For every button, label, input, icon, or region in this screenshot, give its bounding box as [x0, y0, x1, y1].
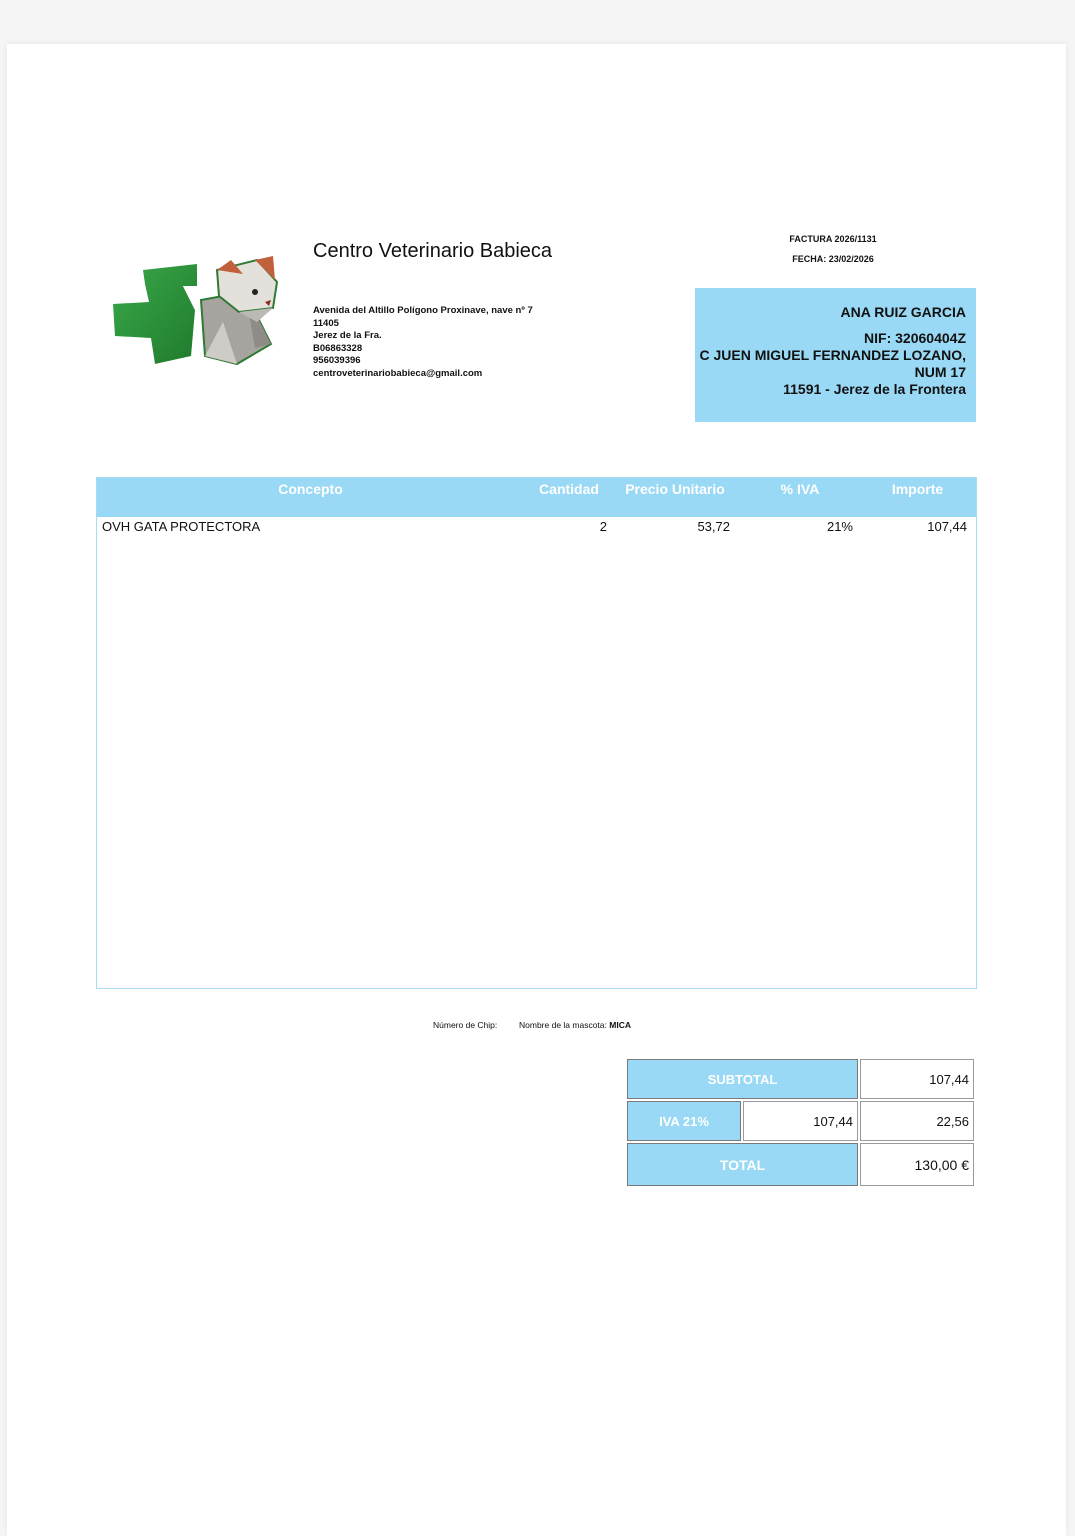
- header-importe: Importe: [891, 481, 944, 497]
- row-importe: 107,44: [927, 519, 967, 534]
- row-iva: 21%: [826, 519, 853, 534]
- company-details: [313, 305, 533, 380]
- client-city: 11591 - Jerez de la Frontera: [783, 381, 966, 397]
- client-name: ANA RUIZ GARCIA: [840, 304, 966, 320]
- pet-name-line: [519, 1020, 631, 1030]
- subtotal-label: SUBTOTAL: [627, 1059, 858, 1099]
- company-city: Jerez de la Fra.: [313, 330, 382, 341]
- iva-base: 107,44: [743, 1101, 858, 1141]
- iva-value: 22,56: [860, 1101, 974, 1141]
- company-phone: 956039396: [313, 355, 361, 366]
- row-precio: 53,72: [697, 519, 730, 534]
- invoice-date: FECHA: 23/02/2026: [792, 254, 874, 264]
- invoice-number: FACTURA 2026/1131: [789, 234, 877, 244]
- company-name: Centro Veterinario Babieca: [313, 240, 553, 262]
- company-email: centroveterinariobabieca@gmail.com: [313, 367, 483, 379]
- row-concepto: OVH GATA PROTECTORA: [102, 519, 261, 534]
- client-nif: NIF: 32060404Z: [864, 330, 966, 346]
- row-cantidad: 2: [599, 519, 607, 534]
- company-address: Avenida del Altillo Polígono Proxinave, nave nº 7: [313, 305, 533, 316]
- client-address-line1: C JUEN MIGUEL FERNANDEZ LOZANO,: [699, 347, 966, 363]
- company-postcode: 11405: [313, 317, 339, 329]
- company-cif: B06863328: [313, 342, 363, 354]
- client-address-line2: NUM 17: [914, 364, 966, 380]
- items-table: [96, 477, 977, 989]
- total-label: TOTAL: [627, 1143, 858, 1186]
- iva-label: IVA 21%: [627, 1101, 741, 1141]
- total-value: 130,00 €: [860, 1143, 974, 1186]
- header-concepto: Concepto: [278, 481, 343, 497]
- header-precio: Precio Unitario: [625, 481, 725, 497]
- invoice-meta: [750, 229, 916, 269]
- header-cantidad: Cantidad: [539, 481, 599, 497]
- chip-label: Número de Chip:: [433, 1020, 498, 1030]
- pet-name-value: MICA: [609, 1020, 631, 1030]
- header-iva: % IVA: [780, 481, 820, 497]
- clinic-logo-icon: [105, 252, 300, 377]
- subtotal-value: 107,44: [860, 1059, 974, 1099]
- client-box: [695, 288, 976, 422]
- items-table-header: [97, 478, 976, 517]
- pet-name-label: Nombre de la mascota:: [519, 1020, 607, 1030]
